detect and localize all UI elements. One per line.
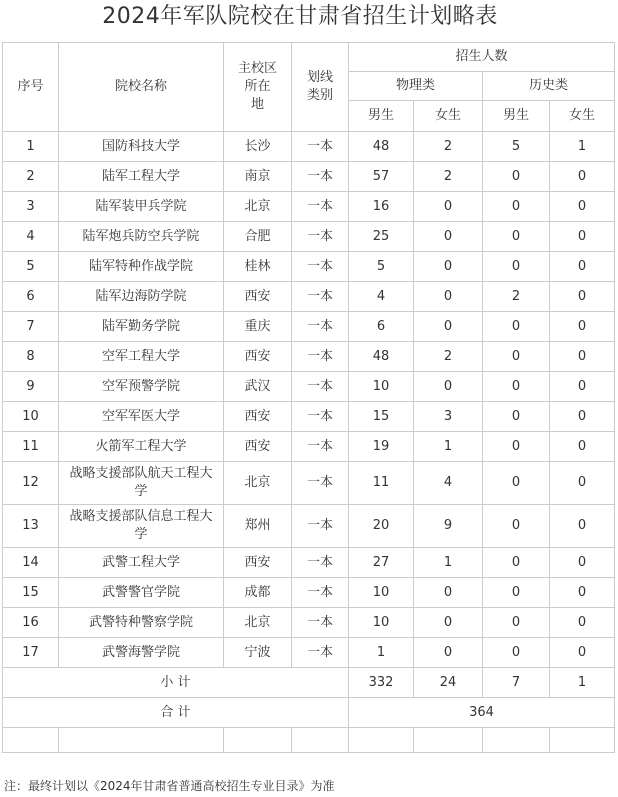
table-row — [3, 638, 615, 668]
admission-tier: 一本 — [292, 372, 349, 402]
row-number: 1 — [3, 132, 59, 162]
history-female-count: 0 — [550, 505, 615, 548]
campus-location: 北京 — [224, 608, 292, 638]
history-female-count: 0 — [550, 638, 615, 668]
admission-tier: 一本 — [292, 608, 349, 638]
header-location-line3: 地 — [250, 97, 264, 112]
campus-location: 南京 — [224, 162, 292, 192]
table-row — [3, 608, 615, 638]
campus-location: 西安 — [224, 432, 292, 462]
school-name: 武警工程大学 — [59, 548, 224, 578]
table-row — [3, 432, 615, 462]
history-male-count: 0 — [483, 578, 550, 608]
physics-male-count: 25 — [349, 222, 414, 252]
physics-male-count: 16 — [349, 192, 414, 222]
school-name: 战略支援部队航天工程大学 — [59, 462, 224, 505]
header-tier-line1: 划线 — [306, 70, 333, 85]
row-number: 6 — [3, 282, 59, 312]
history-male-count: 0 — [483, 162, 550, 192]
history-male-count: 0 — [483, 505, 550, 548]
admission-tier: 一本 — [292, 342, 349, 372]
physics-female-count: 3 — [414, 402, 483, 432]
row-number: 8 — [3, 342, 59, 372]
physics-male-count: 6 — [349, 312, 414, 342]
physics-female-count: 0 — [414, 312, 483, 342]
row-number: 14 — [3, 548, 59, 578]
physics-female-count: 2 — [414, 162, 483, 192]
table-row — [3, 312, 615, 342]
row-number: 16 — [3, 608, 59, 638]
campus-location: 郑州 — [224, 505, 292, 548]
physics-male-count: 48 — [349, 342, 414, 372]
admission-tier: 一本 — [292, 462, 349, 505]
empty-cell — [292, 728, 349, 753]
school-name: 武警海警学院 — [59, 638, 224, 668]
history-female-count: 0 — [550, 548, 615, 578]
table-row — [3, 342, 615, 372]
table-row — [3, 372, 615, 402]
subtotal-history-female: 1 — [550, 668, 615, 698]
campus-location: 重庆 — [224, 312, 292, 342]
physics-female-count: 2 — [414, 342, 483, 372]
history-female-count: 0 — [550, 462, 615, 505]
physics-female-count: 0 — [414, 222, 483, 252]
table-row — [3, 462, 615, 505]
campus-location: 西安 — [224, 548, 292, 578]
history-male-count: 0 — [483, 192, 550, 222]
header-tier — [292, 43, 349, 132]
campus-location: 成都 — [224, 578, 292, 608]
school-name: 陆军边海防学院 — [59, 282, 224, 312]
physics-female-count: 0 — [414, 372, 483, 402]
history-female-count: 1 — [550, 132, 615, 162]
total-row — [3, 698, 615, 728]
school-name: 空军工程大学 — [59, 342, 224, 372]
history-male-count: 0 — [483, 462, 550, 505]
admission-tier: 一本 — [292, 578, 349, 608]
enrollment-table — [2, 42, 615, 753]
physics-male-count: 15 — [349, 402, 414, 432]
school-name: 战略支援部队信息工程大学 — [59, 505, 224, 548]
footnote: 注：最终计划以《2024年甘肃省普通高校招生专业目录》为准 — [4, 779, 335, 793]
school-name: 武警警官学院 — [59, 578, 224, 608]
campus-location: 西安 — [224, 402, 292, 432]
empty-cell — [414, 728, 483, 753]
header-location — [224, 43, 292, 132]
physics-male-count: 10 — [349, 578, 414, 608]
header-physics: 物理类 — [349, 72, 483, 101]
school-name: 陆军特种作战学院 — [59, 252, 224, 282]
table-row — [3, 162, 615, 192]
history-male-count: 0 — [483, 608, 550, 638]
history-female-count: 0 — [550, 372, 615, 402]
history-female-count: 0 — [550, 312, 615, 342]
physics-male-count: 10 — [349, 372, 414, 402]
row-number: 9 — [3, 372, 59, 402]
subtotal-physics-male: 332 — [349, 668, 414, 698]
history-male-count: 0 — [483, 548, 550, 578]
header-seq: 序号 — [3, 43, 59, 132]
physics-female-count: 0 — [414, 578, 483, 608]
physics-female-count: 9 — [414, 505, 483, 548]
campus-location: 北京 — [224, 192, 292, 222]
admission-tier: 一本 — [292, 402, 349, 432]
history-female-count: 0 — [550, 192, 615, 222]
admission-tier: 一本 — [292, 432, 349, 462]
empty-cell — [224, 728, 292, 753]
school-name: 陆军勤务学院 — [59, 312, 224, 342]
empty-cell — [349, 728, 414, 753]
admission-tier: 一本 — [292, 638, 349, 668]
table-row — [3, 282, 615, 312]
page-title: 2024年军队院校在甘肃省招生计划略表 — [102, 4, 498, 29]
campus-location: 西安 — [224, 342, 292, 372]
admission-tier: 一本 — [292, 192, 349, 222]
history-female-count: 0 — [550, 402, 615, 432]
history-male-count: 0 — [483, 638, 550, 668]
admission-tier: 一本 — [292, 162, 349, 192]
admission-tier: 一本 — [292, 222, 349, 252]
row-number: 17 — [3, 638, 59, 668]
table-row — [3, 252, 615, 282]
header-location-line1: 主校区 — [237, 61, 277, 76]
physics-female-count: 0 — [414, 282, 483, 312]
subtotal-history-male: 7 — [483, 668, 550, 698]
subtotal-physics-female: 24 — [414, 668, 483, 698]
physics-female-count: 1 — [414, 548, 483, 578]
campus-location: 宁波 — [224, 638, 292, 668]
empty-cell — [59, 728, 224, 753]
row-number: 12 — [3, 462, 59, 505]
school-name: 国防科技大学 — [59, 132, 224, 162]
table-row — [3, 578, 615, 608]
row-number: 2 — [3, 162, 59, 192]
school-name: 火箭军工程大学 — [59, 432, 224, 462]
admission-tier: 一本 — [292, 252, 349, 282]
campus-location: 桂林 — [224, 252, 292, 282]
history-male-count: 0 — [483, 312, 550, 342]
physics-male-count: 19 — [349, 432, 414, 462]
physics-male-count: 5 — [349, 252, 414, 282]
physics-female-count: 0 — [414, 608, 483, 638]
empty-cell — [3, 728, 59, 753]
header-location-line2: 所在 — [244, 79, 271, 94]
header-history-male: 男生 — [483, 101, 550, 132]
school-name: 空军预警学院 — [59, 372, 224, 402]
row-number: 5 — [3, 252, 59, 282]
row-number: 10 — [3, 402, 59, 432]
header-tier-line2: 类别 — [306, 88, 333, 103]
history-male-count: 0 — [483, 342, 550, 372]
school-name: 武警特种警察学院 — [59, 608, 224, 638]
header-physics-male: 男生 — [349, 101, 414, 132]
history-male-count: 0 — [483, 432, 550, 462]
table-row — [3, 402, 615, 432]
school-name: 空军军医大学 — [59, 402, 224, 432]
header-history-female: 女生 — [550, 101, 615, 132]
admission-tier: 一本 — [292, 548, 349, 578]
history-male-count: 0 — [483, 222, 550, 252]
physics-female-count: 4 — [414, 462, 483, 505]
row-number: 11 — [3, 432, 59, 462]
physics-male-count: 4 — [349, 282, 414, 312]
empty-row — [3, 728, 615, 753]
header-name: 院校名称 — [59, 43, 224, 132]
table-row — [3, 222, 615, 252]
total-label: 合 计 — [3, 698, 349, 728]
empty-cell — [483, 728, 550, 753]
admission-tier: 一本 — [292, 505, 349, 548]
total-value: 364 — [349, 698, 615, 728]
physics-male-count: 57 — [349, 162, 414, 192]
header-physics-female: 女生 — [414, 101, 483, 132]
school-name: 陆军炮兵防空兵学院 — [59, 222, 224, 252]
subtotal-row — [3, 668, 615, 698]
physics-male-count: 27 — [349, 548, 414, 578]
table-row — [3, 192, 615, 222]
row-number: 13 — [3, 505, 59, 548]
campus-location: 北京 — [224, 462, 292, 505]
school-name: 陆军装甲兵学院 — [59, 192, 224, 222]
physics-male-count: 1 — [349, 638, 414, 668]
school-name: 陆军工程大学 — [59, 162, 224, 192]
history-female-count: 0 — [550, 432, 615, 462]
physics-male-count: 10 — [349, 608, 414, 638]
physics-female-count: 0 — [414, 638, 483, 668]
history-male-count: 2 — [483, 282, 550, 312]
header-enrollment: 招生人数 — [349, 43, 615, 72]
history-male-count: 0 — [483, 402, 550, 432]
table-row — [3, 132, 615, 162]
history-male-count: 0 — [483, 372, 550, 402]
table-row — [3, 505, 615, 548]
admission-tier: 一本 — [292, 132, 349, 162]
row-number: 4 — [3, 222, 59, 252]
history-female-count: 0 — [550, 222, 615, 252]
physics-male-count: 20 — [349, 505, 414, 548]
table-row — [3, 548, 615, 578]
campus-location: 西安 — [224, 282, 292, 312]
physics-female-count: 1 — [414, 432, 483, 462]
history-female-count: 0 — [550, 282, 615, 312]
row-number: 3 — [3, 192, 59, 222]
history-female-count: 0 — [550, 162, 615, 192]
physics-male-count: 48 — [349, 132, 414, 162]
history-female-count: 0 — [550, 342, 615, 372]
empty-cell — [550, 728, 615, 753]
header-history: 历史类 — [483, 72, 615, 101]
history-female-count: 0 — [550, 608, 615, 638]
admission-tier: 一本 — [292, 312, 349, 342]
physics-female-count: 2 — [414, 132, 483, 162]
history-male-count: 5 — [483, 132, 550, 162]
row-number: 15 — [3, 578, 59, 608]
campus-location: 武汉 — [224, 372, 292, 402]
campus-location: 长沙 — [224, 132, 292, 162]
campus-location: 合肥 — [224, 222, 292, 252]
subtotal-label: 小 计 — [3, 668, 349, 698]
history-male-count: 0 — [483, 252, 550, 282]
row-number: 7 — [3, 312, 59, 342]
physics-female-count: 0 — [414, 192, 483, 222]
admission-tier: 一本 — [292, 282, 349, 312]
history-female-count: 0 — [550, 252, 615, 282]
physics-male-count: 11 — [349, 462, 414, 505]
physics-female-count: 0 — [414, 252, 483, 282]
history-female-count: 0 — [550, 578, 615, 608]
